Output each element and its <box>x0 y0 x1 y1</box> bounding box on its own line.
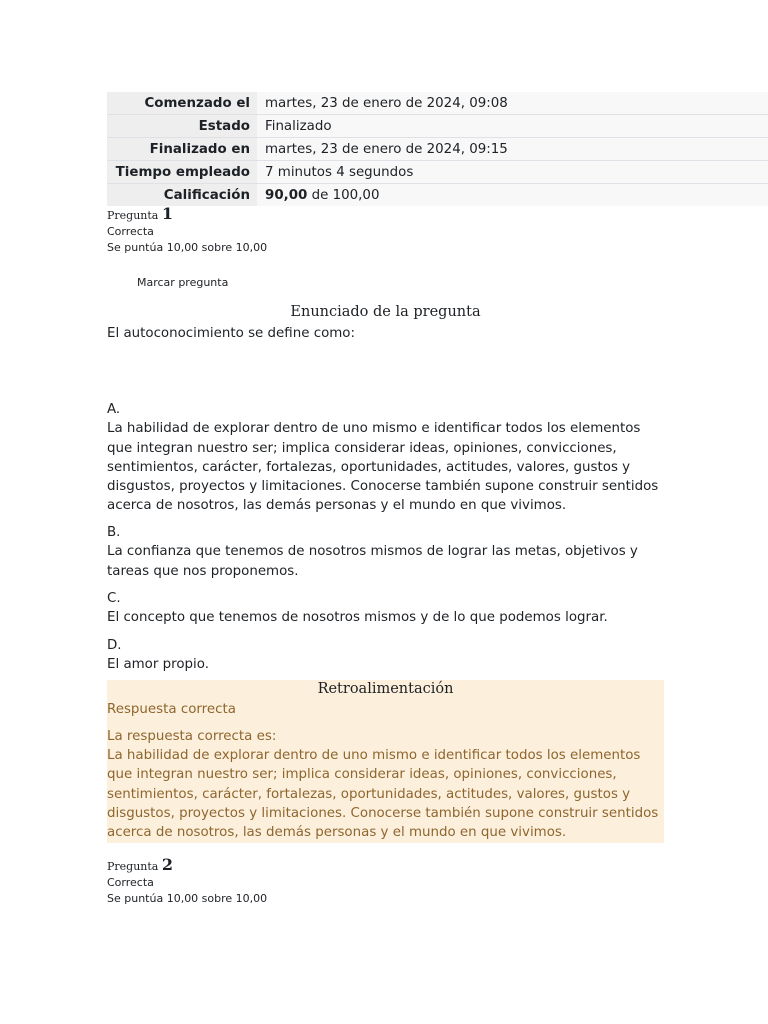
answer-letter: C. <box>107 591 121 606</box>
question-state: Correcta <box>107 225 154 238</box>
summary-value: 7 minutos 4 segundos <box>257 161 768 184</box>
feedback-heading: Retroalimentación <box>317 681 454 697</box>
question-heading: Enunciado de la pregunta <box>290 304 481 320</box>
question-1-info <box>107 206 267 256</box>
grade-value: 90,00 <box>265 187 308 203</box>
question-2-info <box>107 857 267 907</box>
answer-text: La confianza que tenemos de nosotros mismos de lograr las metas, objetivos y tareas que nos proponemos. <box>107 544 638 579</box>
summary-value: Finalizado <box>257 115 768 138</box>
feedback-intro: La respuesta correcta es: <box>107 729 277 744</box>
summary-label: Calificación <box>107 184 257 207</box>
question-state: Correcta <box>107 876 154 889</box>
feedback-answer: La habilidad de explorar dentro de uno mismo e identificar todos los elementos que integran nuestro ser; implica considerar ideas, opiniones, convicciones, sentimientos, carácter, fortalezas, oportunidades, actitudes, valores, gustos y disgustos, proyectos y limitaciones. Conocerse también supone construir sentidos acerca de nosotros, las demás personas y el mundo en que vivimos. <box>107 748 659 841</box>
answer-text: El amor propio. <box>107 657 209 673</box>
summary-row-time <box>107 161 768 184</box>
answer-letter: B. <box>107 525 121 540</box>
summary-value: martes, 23 de enero de 2024, 09:15 <box>257 138 768 161</box>
answer-option-d[interactable] <box>107 636 664 675</box>
summary-value <box>257 184 768 207</box>
summary-row-grade <box>107 184 768 207</box>
summary-label: Tiempo empleado <box>107 161 257 184</box>
question-prefix: Pregunta <box>107 209 159 222</box>
flag-question-link[interactable]: Marcar pregunta <box>137 276 229 289</box>
summary-label: Estado <box>107 115 257 138</box>
answer-letter: D. <box>107 638 122 653</box>
summary-row-started <box>107 92 768 115</box>
question-prefix: Pregunta <box>107 860 159 873</box>
question-number <box>107 206 267 224</box>
summary-label: Finalizado en <box>107 138 257 161</box>
feedback-status: Respuesta correcta <box>107 702 236 717</box>
answer-option-a[interactable] <box>107 400 664 516</box>
question-grade: Se puntúa 10,00 sobre 10,00 <box>107 241 268 254</box>
question-text: El autoconocimiento se define como: <box>107 326 356 341</box>
question-grade: Se puntúa 10,00 sobre 10,00 <box>107 892 268 905</box>
summary-row-state <box>107 115 768 138</box>
answer-option-c[interactable] <box>107 589 664 628</box>
summary-value: martes, 23 de enero de 2024, 09:08 <box>257 92 768 115</box>
answer-letter: A. <box>107 402 121 417</box>
question-number-value: 2 <box>161 855 173 874</box>
question-number-value: 1 <box>161 204 173 223</box>
attempt-summary-table <box>107 92 768 206</box>
question-number <box>107 857 267 875</box>
summary-row-finished <box>107 138 768 161</box>
answer-text: La habilidad de explorar dentro de uno mismo e identificar todos los elementos que integran nuestro ser; implica considerar ideas, opiniones, convicciones, sentimientos, carácter, fortalezas, oportunidades, actitudes, valores, gustos y disgustos, proyectos y limitaciones. Conocerse también supone construir sentidos acerca de nosotros, las demás personas y el mundo en que vivimos. <box>107 421 659 514</box>
summary-label: Comenzado el <box>107 92 257 115</box>
answer-text: El concepto que tenemos de nosotros mismos y de lo que podemos lograr. <box>107 610 608 626</box>
answer-option-b[interactable] <box>107 523 664 581</box>
grade-max: de 100,00 <box>307 187 380 203</box>
